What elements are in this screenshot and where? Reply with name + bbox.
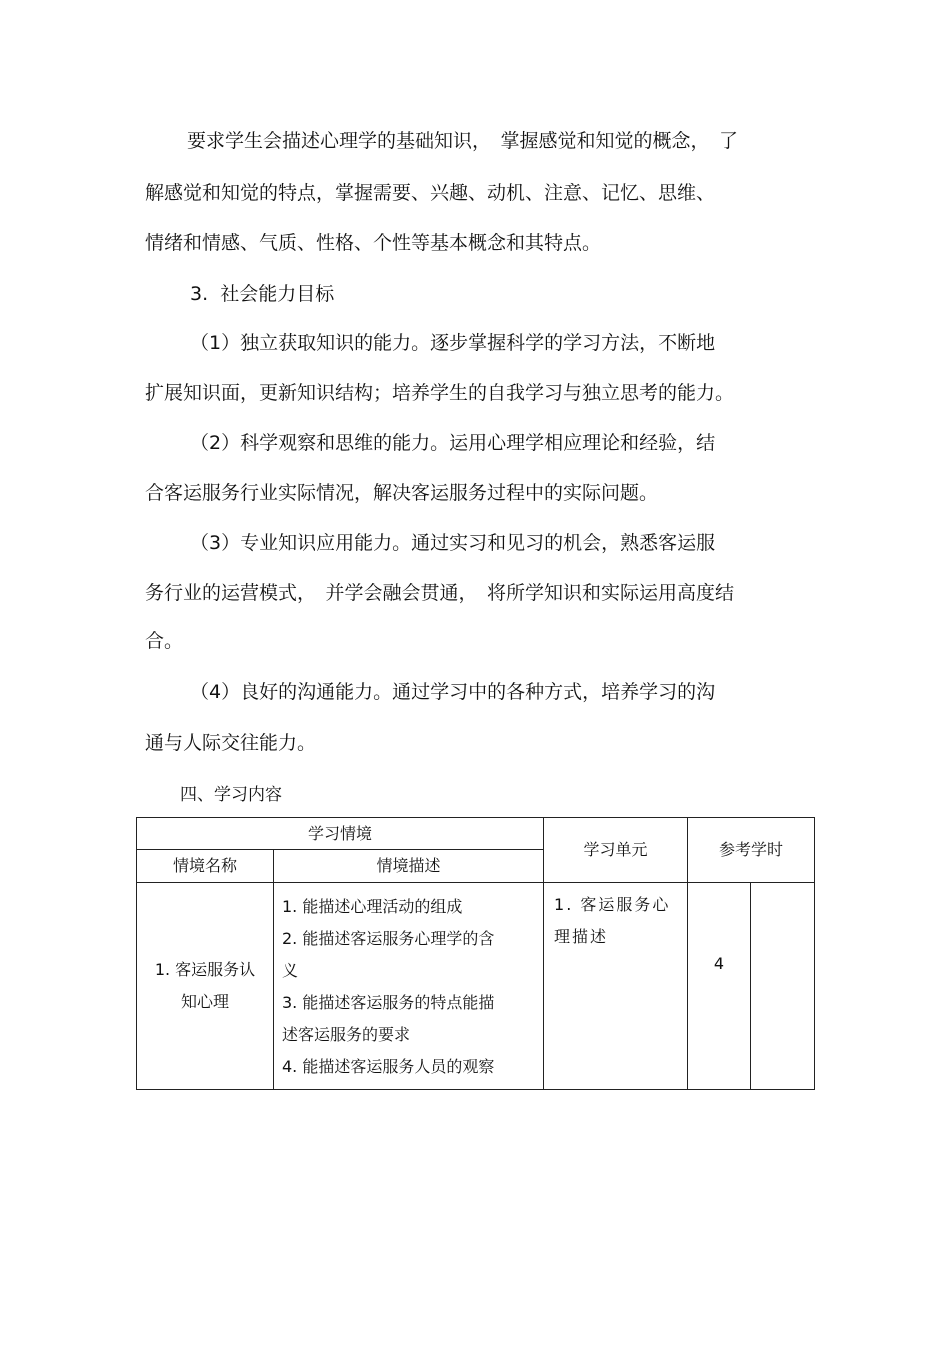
paragraph-line: 务行业的运营模式， 并学会融会贯通， 将所学知识和实际运用高度结 — [145, 582, 735, 604]
situation-name-line: 知心理 — [180, 992, 229, 1011]
unit-line: 理描述 — [554, 927, 609, 946]
paragraph-line: （4）良好的沟通能力。通过学习中的各种方式，培养学习的沟 — [190, 681, 716, 703]
paragraph-line: 合客运服务行业实际情况，解决客运服务过程中的实际问题。 — [145, 482, 659, 504]
desc-line: 2. 能描述客运服务心理学的含 — [282, 929, 495, 948]
paragraph-line: （1）独立获取知识的能力。逐步掌握科学的学习方法，不断地 — [190, 332, 716, 354]
desc-line: 1. 能描述心理活动的组成 — [282, 897, 463, 916]
header-learning-situation: 学习情境 — [137, 818, 544, 850]
paragraph-line: （2）科学观察和思维的能力。运用心理学相应理论和经验，结 — [190, 432, 716, 454]
paragraph-line: 合。 — [145, 630, 184, 652]
paragraph-line: 情绪和情感、气质、性格、个性等基本概念和其特点。 — [145, 232, 602, 254]
desc-line: 义 — [282, 961, 299, 980]
empty-cell — [751, 883, 815, 1090]
unit-line: 1. 客运服务心 — [554, 895, 671, 914]
paragraph-line: 通与人际交往能力。 — [145, 732, 317, 754]
paragraph-line: （3）专业知识应用能力。通过实习和见习的机会，熟悉客运服 — [190, 532, 716, 554]
learning-unit-cell — [544, 883, 688, 1090]
header-situation-name: 情境名称 — [137, 850, 274, 883]
paragraph-line: 解感觉和知觉的特点，掌握需要、兴趣、动机、注意、记忆、思维、 — [145, 182, 716, 204]
learning-content-table — [136, 817, 815, 1090]
section-title: 四、学习内容 — [180, 785, 282, 805]
desc-line: 述客运服务的要求 — [282, 1025, 411, 1044]
situation-name-line: 1. 客运服务认 — [154, 960, 256, 979]
table-row — [137, 883, 815, 1090]
paragraph-line: 扩展知识面，更新知识结构；培养学生的自我学习与独立思考的能力。 — [145, 382, 735, 404]
hours-cell: 4 — [688, 883, 751, 1090]
subsection-heading: 3. 社会能力目标 — [190, 283, 335, 305]
situation-desc-cell — [274, 883, 544, 1090]
header-situation-desc: 情境描述 — [274, 850, 544, 883]
header-learning-unit: 学习单元 — [544, 818, 688, 883]
paragraph-line: 要求学生会描述心理学的基础知识， 掌握感觉和知觉的概念， 了 — [187, 130, 739, 152]
desc-line: 4. 能描述客运服务人员的观察 — [282, 1057, 495, 1076]
header-reference-hours: 参考学时 — [688, 818, 815, 883]
situation-name-cell — [137, 883, 274, 1090]
desc-line: 3. 能描述客运服务的特点能描 — [282, 993, 495, 1012]
